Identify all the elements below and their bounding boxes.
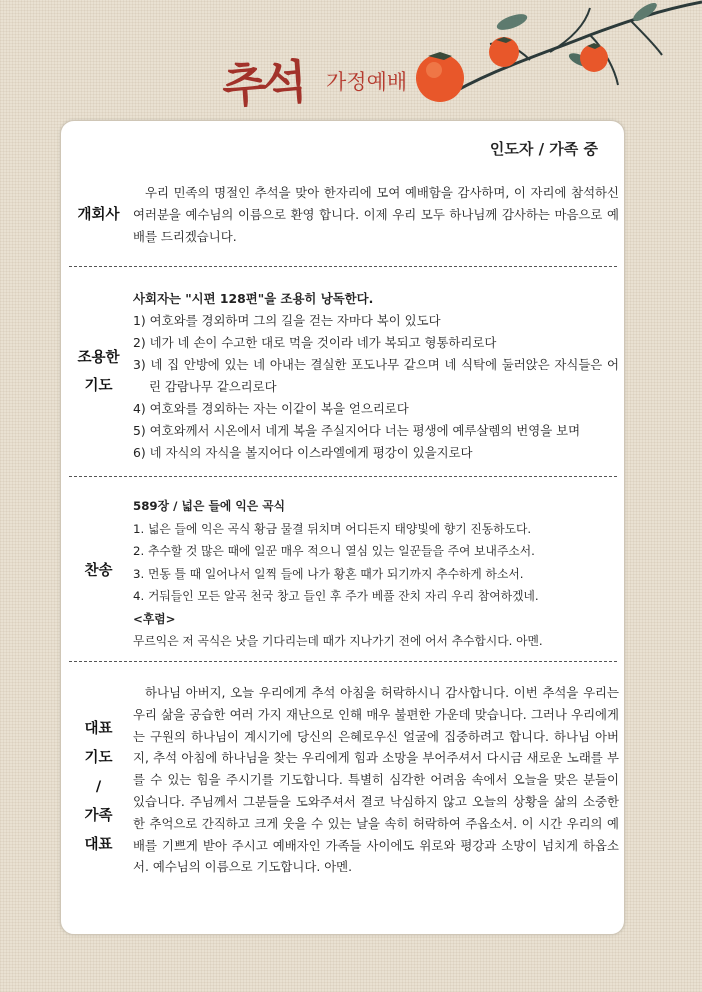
title-calligraphy: 추석 <box>220 54 305 114</box>
title-subtitle: 가정예배 <box>326 70 408 94</box>
opening-text <box>133 182 619 248</box>
opening-paragraph: 우리 민족의 명절인 추석을 맞아 한자리에 모여 예배함을 감사하며, 이 자리에 참석하신 여러분을 예수님의 이름으로 환영 합니다. 이제 우리 모두 하나님께 감사하는 마음으로 예배를 드리겠습니다. <box>133 185 619 244</box>
section-label-opening: 개회사 <box>77 207 120 223</box>
silent-prayer-heading: 사회자는 "시편 128편"을 조용히 낭독한다. <box>133 291 374 306</box>
divider <box>69 661 617 662</box>
section-label-hymn: 찬송 <box>84 563 113 579</box>
hymn-heading: 589장 / 넓은 들에 익은 곡식 <box>133 499 286 513</box>
header <box>0 0 702 120</box>
section-prayer <box>71 679 619 919</box>
psalm-line: 2) 네가 네 손이 수고한 대로 먹을 것이라 네가 복되고 형통하리로다 <box>133 335 497 350</box>
hymn-refrain-label: <후렴> <box>133 611 176 626</box>
psalm-line: 3) 네 집 안방에 있는 네 아내는 결실한 포도나무 같으며 네 식탁에 둘러앉은 자식들은 어린 감람나무 같으리로다 <box>133 357 619 394</box>
hymn-verse: 4. 거둬들인 모든 알곡 천국 창고 들인 후 주가 베풀 잔치 자리 우리 참여하겠네. <box>133 589 539 603</box>
hymn-refrain: 무르익은 저 곡식은 낫을 기다리는데 때가 지나가기 전에 어서 추수합시다. 아멘. <box>133 634 543 648</box>
prayer-paragraph: 하나님 아버지, 오늘 우리에게 추석 아침을 허락하시니 감사합니다. 이번 추석을 우리는 우리 삶을 공습한 여러 가지 재난으로 인해 매우 불편한 가운데 맞습니다. 그러나 우리에게는 구원의 하나님이 계시기에 당신의 은혜로우신 얼굴에 집중하려고 합니다. 하나님 아버지, 추석 아침에 하나님을 찾는 우리에게 힘과 소망을 부어주셔서 다시금 새로운 노래를 부를 수 있는 힘을 주시기를 기도합니다. 특별히 심각한 어려움 속에서 오늘을 맞은 분들이 있습니다. 주님께서 그분들을 도와주셔서 결코 낙심하지 않고 오늘의 상황을 삶의 소중한 한 추억으로 간직하고 크게 웃을 수 있는 날을 속히 허락하여 주옵소서. 이 시간 우리의 예배를 기쁘게 받아 주시고 예배자인 가족들 사이에도 위로와 평강과 소망이 넘치게 하옵소서. 예수님의 이름으로 기도합니다. 아멘. <box>133 685 619 875</box>
psalm-line: 6) 네 자식의 자식을 볼지어다 이스라엘에게 평강이 있을지로다 <box>133 445 473 460</box>
label-line: 기도 <box>84 378 113 394</box>
psalm-line: 5) 여호와께서 시온에서 네게 복을 주실지어다 너는 평생에 예루살렘의 번영을 보며 <box>133 423 581 438</box>
worship-order-card <box>60 120 625 935</box>
silent-prayer-content <box>133 288 619 464</box>
hymn-verse: 2. 추수할 것 많은 때에 일꾼 매우 적으니 열심 있는 일꾼들을 주여 보내주소서. <box>133 544 535 558</box>
section-hymn <box>71 494 619 654</box>
label-line: 조용한 <box>77 350 120 366</box>
section-label-prayer <box>71 715 126 860</box>
label-line: / <box>95 779 102 795</box>
section-silent-prayer <box>71 287 619 477</box>
section-opening <box>71 179 619 259</box>
hymn-verse: 3. 먼동 틀 때 일어나서 일찍 들에 나가 황혼 때가 되기까지 추수하게 하소서. <box>133 566 524 581</box>
label-line: 대표 <box>84 721 113 737</box>
hymn-verse: 1. 넓은 들에 익은 곡식 황금 물결 뒤치며 어디든지 태양빛에 향기 진동하도다. <box>133 521 532 536</box>
divider <box>69 476 617 477</box>
psalm-line: 1) 여호와를 경외하며 그의 길을 걷는 자마다 복이 있도다 <box>133 313 441 328</box>
section-label-silent-prayer <box>71 344 126 400</box>
prayer-content <box>133 682 619 878</box>
psalm-line: 4) 여호와를 경외하는 자는 이같이 복을 얻으리로다 <box>133 401 409 416</box>
hymn-content <box>133 495 619 653</box>
label-line: 기도 <box>84 750 113 766</box>
label-line: 대표 <box>84 837 113 853</box>
leader-label: 인도자 / 가족 중 <box>489 140 598 158</box>
label-line: 가족 <box>84 808 113 824</box>
divider <box>69 266 617 267</box>
persimmon-branch-icon <box>400 0 702 115</box>
